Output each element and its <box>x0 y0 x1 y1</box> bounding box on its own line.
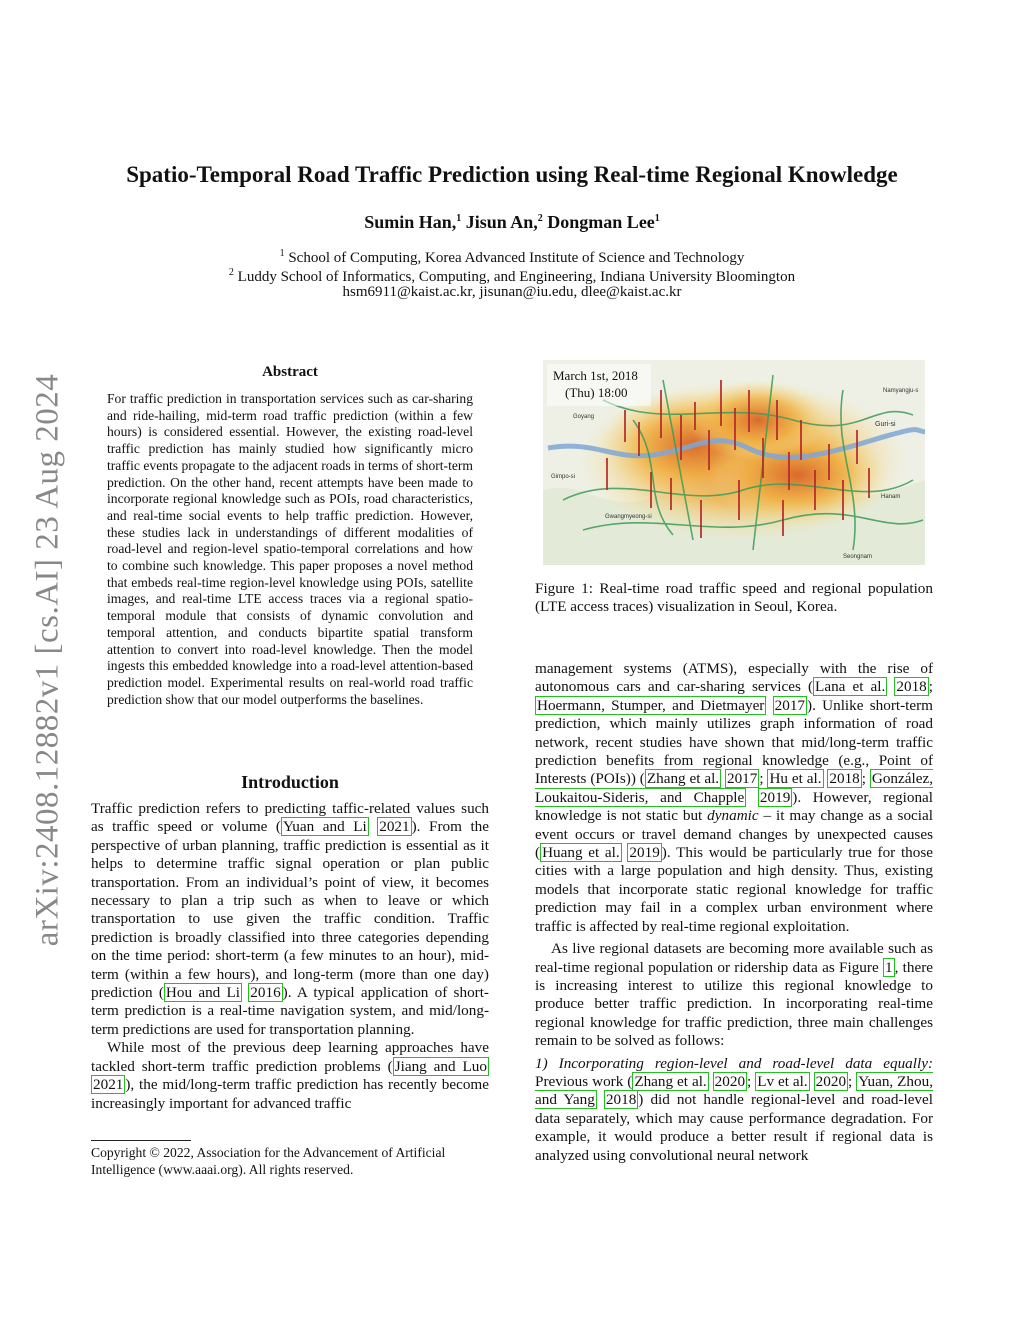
figure-time-label: (Thu) 18:00 <box>565 385 628 400</box>
traffic-map-image <box>543 360 925 565</box>
abstract-body: For traffic prediction in transportation services such as car-sharing and ride-hailing, mid-term road traffic prediction (within a few hours) is considered essential. However, the existing road-level traffic prediction has mainly studied how significantly micro traffic events propagate to the adjacent roads in terms of short-term prediction. On the other hand, recent attempts have been made to incorporate regional knowledge such as POIs, road characteristics, and real-time social events to help traffic prediction. However, these studies lack in understandings of different modalities of road-level and region-level spatio-temporal correlations and how to combine such knowledge. This paper proposes a novel method that embeds real-time region-level knowledge using POIs, satellite images, and real-time LTE access traces via a regional spatio-temporal module that consists of dynamic convolution and temporal attention, and conducts bipartite spatial transform attention to convert into road-level knowledge. Then the model ingests this embedded knowledge into a road-level attention-based prediction model. Experimental results on real-world road traffic prediction show that our model outperforms the baselines. <box>107 391 473 707</box>
figure-reference-link[interactable]: 1 <box>884 958 893 976</box>
citation-link[interactable]: 2019 <box>759 788 791 806</box>
author-sup: 2 <box>537 213 543 224</box>
figure-date-label: March 1st, 2018 <box>553 368 638 383</box>
author-name: Sumin Han, <box>364 212 457 232</box>
map-label: Guri-si <box>875 421 896 428</box>
affiliation-text: School of Computing, Korea Advanced Institute of Science and Technology <box>284 250 745 266</box>
introduction-section <box>91 772 489 1113</box>
affiliation-sup: 1 <box>279 248 285 259</box>
caption-text: Figure 1: Real-time road traffic speed and regional population (LTE access traces) visualization in Seoul, Korea. <box>535 580 933 616</box>
right-paragraph-2: As live regional datasets are becoming more available such as real-time regional population or ridership data as Figure 1 , there is increasing interest to utilize this regional knowledge to produce better traffic prediction. In incorporating real-time regional knowledge for traffic prediction, three main challenges remain to be solved as follows: <box>535 940 933 1050</box>
author-name: Dongman Lee <box>542 212 655 232</box>
citation-link[interactable]: 2017 <box>726 770 758 788</box>
citation-link[interactable]: Yuan and Li <box>282 818 367 836</box>
abstract-section <box>91 364 489 708</box>
author-name: Jisun An, <box>461 212 538 232</box>
citation-link[interactable]: Zhang et al. <box>646 770 720 788</box>
citation-link[interactable]: Lv et al. <box>757 1072 808 1090</box>
footnote-rule <box>91 1140 191 1141</box>
citation-link[interactable]: Lana et al. <box>815 678 886 696</box>
map-label: Goyang <box>573 414 595 420</box>
citation-link[interactable]: Zhang et al. <box>634 1072 707 1090</box>
citation-link[interactable]: 2018 <box>829 770 860 788</box>
citation-link[interactable]: Yuan, Zhou, and Yang <box>535 1072 934 1109</box>
introduction-heading: Introduction <box>241 772 339 792</box>
citation-link[interactable]: 2020 <box>714 1072 746 1090</box>
citation-link[interactable]: Hou and Li <box>165 984 241 1002</box>
author-sup: 1 <box>456 213 462 224</box>
affiliation-text: Luddy School of Informatics, Computing, and Engineering, Indiana University Bloomington <box>233 269 796 285</box>
author-list <box>0 212 1024 233</box>
footnote-text: Copyright © 2022, Association for the Advancement of Artificial Intelligence (www.aaai.org). All rights reserved. <box>91 1145 446 1177</box>
paper-title: Spatio-Temporal Road Traffic Prediction using Real-time Regional Knowledge <box>126 162 898 187</box>
citation-link[interactable]: 2018 <box>896 678 927 696</box>
map-label: Gwangmyeong-si <box>605 514 652 520</box>
affiliation-sup: 2 <box>228 267 234 278</box>
map-label: Seongnam <box>843 554 873 560</box>
author-emails: hsm6911@kaist.ac.kr, jisunan@iu.edu, dlee@kaist.ac.kr <box>342 284 682 300</box>
right-paragraph-3: 1) Incorporating region-level and road-level data equally: Previous work ( Zhang et al. 2020 ; Lv et al. 2020 ; Yuan, Zhou, and Yang 2018 ) did not handle regional-level and road-level data separately, which may cause performance degradation. For example, it would produce a better result if regional data is analyzed using convolutional neural network <box>535 1054 934 1164</box>
citation-link[interactable]: Huang et al. <box>542 844 620 862</box>
citation-link[interactable]: 2021 <box>379 818 410 836</box>
citation-link[interactable]: Jiang and Luo <box>394 1057 487 1075</box>
citation-link[interactable]: 2017 <box>774 696 806 714</box>
map-label: Hanam <box>881 494 901 500</box>
figure-1-caption <box>535 580 933 617</box>
map-label: Gimpo-si <box>551 474 576 480</box>
right-column-body <box>535 660 933 1165</box>
copyright-footnote <box>91 1145 489 1178</box>
figure-1-map <box>543 360 925 565</box>
citation-link[interactable]: 2019 <box>629 844 660 862</box>
intro-paragraph-1: Traffic prediction refers to predicting taffic-related values such as traffic speed or volume ( Yuan and Li 2021 ). From the perspective of urban planning, traffic prediction is essential as it helps to determine traffic signal operation or plan public transportation. From an individual’s point of view, it becomes necessary to plan a trip such as when to leave or which transportation to use given the traffic condition. Traffic prediction is broadly classified into three categories depending on the time period: short-term (a few minutes to an hour), mid-term (within a few hours), and long-term (more than one day) prediction ( Hou and Li 2016 ). A typical application of short-term prediction is a real-time navigation system, and mid/long-term predictions are used for transportation planning. <box>91 800 489 1038</box>
citation-link[interactable]: 2016 <box>250 984 281 1002</box>
citation-link[interactable]: González, Loukaitou-Sideris, and Chapple <box>535 770 933 806</box>
intro-paragraph-2: While most of the previous deep learning approaches have tackled short-term traffic prediction problems ( Jiang and Luo 2021 ), the mid/long-term traffic prediction has recently become increasingly important for advanced traffic <box>91 1039 489 1112</box>
citation-link[interactable]: 2018 <box>605 1091 637 1109</box>
citation-link[interactable]: 2020 <box>815 1072 847 1090</box>
citation-link[interactable]: Hu et al. <box>769 770 822 788</box>
citation-link[interactable]: 2021 <box>93 1076 124 1094</box>
arxiv-id: arXiv:2408.12882v1 [cs.AI] 23 Aug 2024 <box>29 373 66 947</box>
abstract-heading: Abstract <box>262 364 318 380</box>
map-label: Namyangju-s <box>883 388 919 394</box>
citation-link[interactable]: Hoermann, Stumper, and Dietmayer <box>537 696 765 714</box>
author-sup: 1 <box>654 213 660 224</box>
right-paragraph-1: management systems (ATMS), especially with the rise of autonomous cars and car-sharing services ( Lana et al. 2018 ; Hoermann, Stumper, and Dietmayer 2017 ). Unlike short-term prediction, which mainly utilizes graph information of road network, recent studies have shown that mid/long-term traffic prediction benefits from regional knowledge (e.g., Point of Interests (POIs)) ( Zhang et al. 2017 ; Hu et al. 2018 ; González, Loukaitou-Sideris, and Chapple 2019 ). However, regional knowledge is not static but dynamic – it may change as a social event occurs or travel demand changes by unexpected causes ( Huang et al. 2019 ). This would be particularly true for those cities with a large population and high density. Thus, existing models that incorporate static regional knowledge for traffic prediction may fail in a complex urban environment where traffic is affected by real-time regional exploitation. <box>535 660 934 935</box>
